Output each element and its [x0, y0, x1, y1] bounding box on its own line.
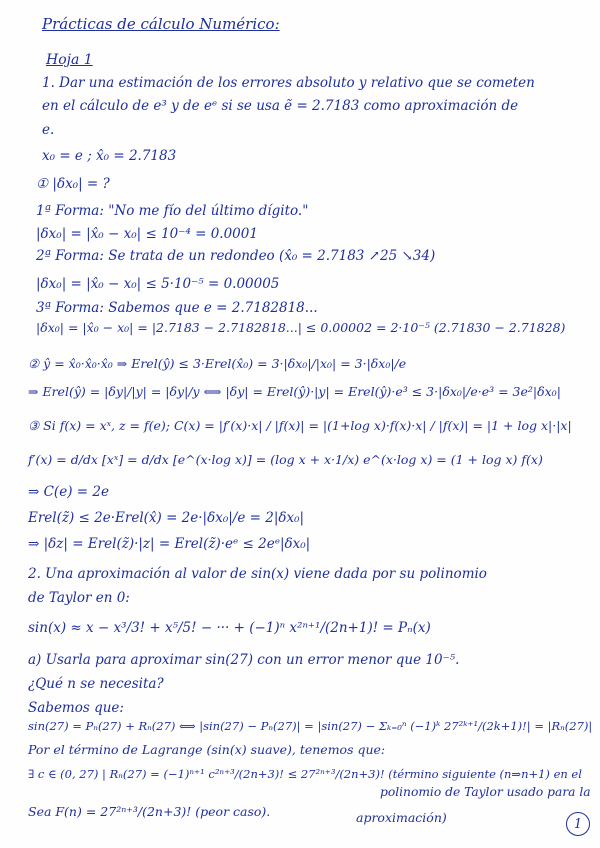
text-line: Sabemos que: [28, 700, 124, 716]
text-line: 3ª Forma: Sabemos que e = 2.7182818... [36, 300, 318, 316]
text-line: e. [42, 122, 55, 138]
text-line: polinomio de Taylor usado para la [380, 785, 591, 799]
page-title: Prácticas de cálculo Numérico: [42, 15, 280, 33]
text-line: 1ª Forma: "No me fío del último dígito." [36, 203, 309, 219]
text-line: |δx₀| = |x̂₀ − x₀| = |2.7183 − 2.7182818...| ≤ 0.00002 = 2·10⁻⁵ (2.71830 − 2.71828) [36, 320, 566, 335]
text-line: x₀ = e ; x̂₀ = 2.7183 [42, 148, 177, 164]
text-line: ① |δx₀| = ? [36, 176, 110, 192]
text-line: de Taylor en 0: [28, 590, 130, 606]
text-line: ⇒ C(e) = 2e [28, 484, 109, 500]
text-line: ∃ c ∈ (0, 27) | Rₙ(27) = (−1)ⁿ⁺¹ c²ⁿ⁺³/(2n+3)! ≤ 27²ⁿ⁺³/(2n+3)! (término siguiente (n⇒n+1) en el [28, 767, 582, 781]
text-line: 2ª Forma: Se trata de un redondeo (x̂₀ = 2.7183 ↗25 ↘34) [36, 248, 436, 264]
text-line: ⇒ |δz| = Erel(z̃)·|z| = Erel(z̃)·eᵉ ≤ 2eᵉ|δx₀| [28, 536, 311, 552]
text-line: Sea F(n) = 27²ⁿ⁺³/(2n+3)! (peor caso). [28, 804, 271, 819]
text-line: sin(x) ≈ x − x³/3! + x⁵/5! − ··· + (−1)ⁿ x²ⁿ⁺¹/(2n+1)! = Pₙ(x) [28, 620, 431, 636]
text-line: aproximación) [356, 810, 447, 825]
text-line: sin(27) = Pₙ(27) + Rₙ(27) ⟺ |sin(27) − Pₙ(27)| = |sin(27) − Σₖ₌₀ⁿ (−1)ᵏ 27²ᵏ⁺¹/(2k+1)!| = |Rₙ(27)| [28, 719, 593, 733]
text-line: f′(x) = d/dx [xˣ] = d/dx [e^(x·log x)] = (log x + x·1/x) e^(x·log x) = (1 + log x) f(x) [28, 452, 543, 467]
text-line: ③ Si f(x) = xˣ, z = f(e); C(x) = |f′(x)·x| / |f(x)| = |(1+log x)·f(x)·x| / |f(x)| = |1 + log x|·|x| [28, 418, 572, 433]
text-line: en el cálculo de e³ y de eᵉ si se usa ẽ = 2.7183 como aproximación de [42, 98, 519, 114]
text-line: ¿Qué n se necesita? [28, 676, 164, 692]
text-line: 2. Una aproximación al valor de sin(x) viene dada por su polinomio [28, 566, 487, 582]
text-line: Erel(z̃) ≤ 2e·Erel(x̂) = 2e·|δx₀|/e = 2|δx₀| [28, 510, 305, 526]
sheet-heading: Hoja 1 [46, 52, 93, 68]
page-number: 1 [566, 812, 590, 836]
text-line: |δx₀| = |x̂₀ − x₀| ≤ 5·10⁻⁵ = 0.00005 [36, 276, 280, 292]
text-line: ⇒ Erel(ŷ) = |δy|/|y| = |δy|/y ⟺ |δy| = Erel(ŷ)·|y| = Erel(ŷ)·e³ ≤ 3·|δx₀|/e·e³ = 3e²|δx₀| [28, 384, 561, 399]
text-line: ② ŷ = x̂₀·x̂₀·x̂₀ ⇒ Erel(ŷ) ≤ 3·Erel(x̂₀) = 3·|δx₀|/|x₀| = 3·|δx₀|/e [28, 356, 407, 371]
text-line: 1. Dar una estimación de los errores absoluto y relativo que se cometen [42, 75, 535, 91]
text-line: a) Usarla para aproximar sin(27) con un error menor que 10⁻⁵. [28, 652, 460, 668]
text-line: |δx₀| = |x̂₀ − x₀| ≤ 10⁻⁴ = 0.0001 [36, 226, 258, 242]
text-line: Por el término de Lagrange (sin(x) suave), tenemos que: [28, 742, 386, 757]
